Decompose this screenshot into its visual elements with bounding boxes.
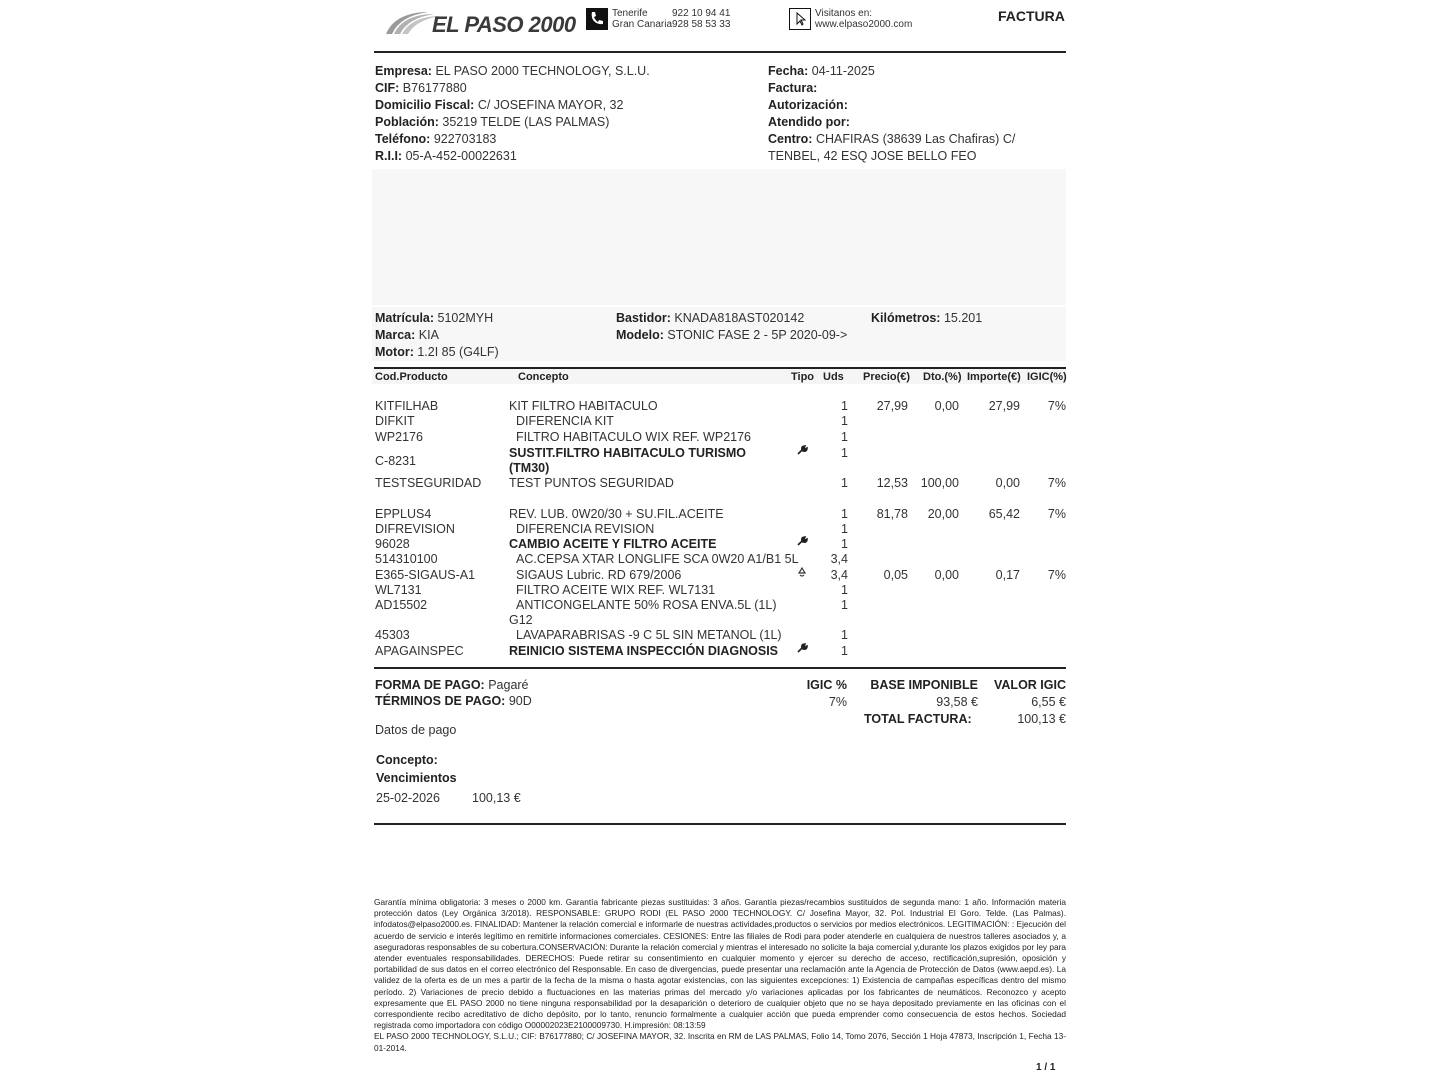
row-precio: 81,78 [876,507,908,521]
row-uds: 1 [841,522,848,536]
row-importe: 65,42 [988,507,1020,521]
row-uds: 1 [841,644,848,658]
row-uds: 1 [841,537,848,551]
row-cod: EPPLUS4 [375,507,432,521]
vehicle-col-3: Kilómetros: 15.201 [871,311,983,325]
row-cod: TESTSEGURIDAD [375,476,482,490]
page-number: 1 / 1 [1036,1062,1056,1073]
row-importe: 27,99 [988,399,1020,413]
total-amount: 100,13 € [1017,712,1066,726]
payment-data-label: Datos de pago [375,723,457,737]
row-precio: 12,53 [876,476,908,490]
row-uds: 1 [841,583,848,597]
row-uds: 1 [841,598,848,612]
company-address: C/ JOSEFINA MAYOR, 32 [477,98,624,112]
row-importe: 0,00 [995,476,1020,490]
row-cod: 514310100 [375,552,438,566]
invoice-date: 04-11-2025 [811,64,875,78]
phone-gc-label: Gran Canaria [612,19,673,30]
totals-base-label: BASE IMPONIBLE [870,678,978,692]
row-cod: DIFKIT [375,414,415,428]
row-concepto: DIFERENCIA REVISION [516,522,655,536]
table-row [0,522,1440,538]
row-concepto-2: G12 [509,613,533,627]
table-row [0,414,1440,430]
row-concepto: SUSTIT.FILTRO HABITACULO TURISMO [509,446,747,460]
row-concepto-2: (TM30) [509,461,550,475]
brand-logo [384,8,576,38]
doc-type-title: FACTURA [998,8,1065,24]
col-tipo: Tipo [791,371,815,383]
brand-name: EL PASO 2000 [432,12,576,37]
row-cod: AD15502 [375,598,428,612]
row-uds: 1 [841,446,848,460]
due-amount: 100,13 € [472,791,521,805]
vehicle-engine: 1.2I 85 (G4LF) [417,345,499,359]
row-uds: 1 [841,628,848,642]
payment-concept-label: Concepto: [376,753,438,767]
company-info: Empresa: EL PASO 2000 TECHNOLOGY, S.L.U. CIF: B76177880 Domicilio Fiscal: C/ JOSEFINA MAYOR, 32 Población: 35219 TELDE (LAS PALMAS) Teléfono: 922703183 R.I.I: 05-A-452-00022631 [375,64,650,163]
phone-tenerife: 922 10 94 41 [672,8,731,19]
row-uds: 1 [841,430,848,444]
row-igic: 7% [1047,507,1066,521]
row-uds: 1 [841,399,848,413]
company-cif: B76177880 [402,81,467,95]
row-importe: 0,17 [995,568,1020,582]
invoice-info: Fecha: 04-11-2025 Factura: Autorización: Atendido por: Centro: CHAFIRAS (38639 Las Chafiras) C/ TENBEL, 42 ESQ JOSE BELLO FEO [768,64,1016,163]
company-city: 35219 TELDE (LAS PALMAS) [442,115,610,129]
row-dto: 20,00 [927,507,959,521]
col-uds: Uds [823,371,844,383]
table-row [0,583,1440,599]
row-igic: 7% [1047,399,1066,413]
table-bottom-divider [374,667,1066,669]
due-date: 25-02-2026 [376,791,440,805]
table-row [0,446,1440,475]
vehicle-vin: KNADA818AST020142 [674,311,805,325]
company-name: EL PASO 2000 TECHNOLOGY, S.L.U. [435,64,650,78]
total-label: TOTAL FACTURA: [864,712,972,726]
col-precio: Precio(€) [863,371,911,383]
table-row [0,507,1440,523]
col-concepto: Concepto [518,371,569,383]
phone-gc: 928 58 53 33 [672,19,731,30]
col-importe: Importe(€) [967,371,1021,383]
col-cod: Cod.Producto [375,371,448,383]
row-dto: 100,00 [920,476,959,490]
row-concepto: LAVAPARABRISAS -9 C 5L SIN METANOL (1L) [516,628,782,642]
row-uds: 1 [841,414,848,428]
row-uds: 1 [841,476,848,490]
row-uds: 3,4 [830,568,848,582]
cursor-icon [789,8,811,30]
row-cod: WL7131 [375,583,422,597]
legal-text [374,897,1066,1054]
footer-divider [374,823,1066,825]
visit-label: Visitanos en: [815,8,873,19]
vehicle-col-1: Matrícula: 5102MYH Marca: KIA Motor: 1.2I 85 (G4LF) [375,311,499,359]
row-igic: 7% [1047,476,1066,490]
vehicle-col-2: Bastidor: KNADA818AST020142 Modelo: STONIC FASE 2 - 5P 2020-09-> [616,311,848,342]
col-dto: Dto.(%) [923,371,962,383]
row-concepto: TEST PUNTOS SEGURIDAD [509,476,674,490]
row-precio: 27,99 [876,399,908,413]
row-uds: 3,4 [830,552,848,566]
row-igic: 7% [1047,568,1066,582]
row-cod: WP2176 [375,430,423,444]
row-dto: 0,00 [934,399,959,413]
row-cod: C-8231 [375,454,416,468]
row-cod: 45303 [375,628,410,642]
table-row [0,552,1440,568]
row-cod: DIFREVISION [375,522,455,536]
vehicle-km: 15.201 [943,311,983,325]
row-concepto: DIFERENCIA KIT [516,414,614,428]
totals-igic-label: IGIC % [806,678,847,692]
vehicle-plate: 5102MYH [437,311,494,325]
table-row [0,598,1440,627]
table-row [0,430,1440,446]
row-concepto: CAMBIO ACEITE Y FILTRO ACEITE [509,537,717,551]
table-row [0,537,1440,553]
row-concepto: FILTRO HABITACULO WIX REF. WP2176 [516,430,751,444]
legal-registry: EL PASO 2000 TECHNOLOGY, S.L.U.; CIF: B76177880; C/ JOSEFINA MAYOR, 32. Inscrita en RM de LAS PALMAS, Folio 14, Tomo 2076, Sección 1 Hoja 47873, Inscripción 1, Fecha 13-01-2014. [374,1031,1066,1053]
row-concepto: REINICIO SISTEMA INSPECCIÓN DIAGNOSIS [509,644,779,658]
row-cod: E365-SIGAUS-A1 [375,568,476,582]
row-uds: 1 [841,507,848,521]
vehicle-make: KIA [418,328,439,342]
row-precio: 0,05 [883,568,908,582]
totals-base: 93,58 € [936,695,978,709]
totals-valor: 6,55 € [1031,695,1066,709]
row-concepto: SIGAUS Lubric. RD 679/2006 [516,568,682,582]
row-concepto: ANTICONGELANTE 50% ROSA ENVA.5L (1L) [516,598,777,612]
due-dates-label: Vencimientos [376,771,457,785]
row-concepto: KIT FILTRO HABITACULO [509,399,658,413]
totals-igic: 7% [828,695,847,709]
table-row [0,399,1440,415]
table-row [0,628,1440,644]
company-phone: 922703183 [433,132,497,146]
payment-method: Pagaré [488,678,529,692]
row-cod: KITFILHAB [375,399,439,413]
row-dto: 0,00 [934,568,959,582]
table-row [0,568,1440,584]
table-row [0,644,1440,660]
redacted-customer-box [372,169,1066,305]
visit-url[interactable]: www.elpaso2000.com [815,19,913,30]
row-concepto: REV. LUB. 0W20/30 + SU.FIL.ACEITE [509,507,724,521]
payment-info: FORMA DE PAGO: Pagaré TÉRMINOS DE PAGO: 90D [375,678,532,708]
row-cod: APAGAINSPEC [375,644,464,658]
row-concepto: AC.CEPSA XTAR LONGLIFE SCA 0W20 A1/B1 5L [516,552,799,566]
company-rii: 05-A-452-00022631 [405,149,517,163]
row-concepto: FILTRO ACEITE WIX REF. WL7131 [516,583,716,597]
totals-valor-label: VALOR IGIC [994,678,1066,692]
row-cod: 96028 [375,537,410,551]
invoice-centro: CHAFIRAS (38639 Las Chafiras) C/ [815,132,1016,146]
phone-icon [586,8,608,30]
table-row [0,476,1440,492]
header-divider [374,51,1066,53]
vehicle-model: STONIC FASE 2 - 5P 2020-09-> [667,328,848,342]
payment-terms: 90D [508,694,532,708]
phone-tenerife-label: Tenerife [612,8,648,19]
col-igic: IGIC(%) [1027,371,1067,383]
legal-conditions: Garantía mínima obligatoria: 3 meses o 2000 km. Garantía fabricante piezas sustituidas: 3 años. Garantía piezas/recambios sustituidos de segunda mano: 1 año. Información materia protección datos (Ley Orgánica 3/2018). RESPONSABLE: GRUPO RODI (EL PASO 2000 TECHNOLOGY. C/ Josefina Mayor, 32. Pol. Industrial El Goro. Telde. (Las Palmas). infodatos@elpaso2000.es. FINALIDAD: Mantener la relación comercial e informarle de nuestras actividades,productos o servicios por medios electrónicos. LEGITIMACIÓN: : Ejecución del acuerdo de servicio e interés legítimo en remitirle informaciones comerciales. CESIONES: Entre las filiales de Rodi para poder atenderle en cualquiera de nuestros talleres asociados y, a aseguradoras responsables de su cobertura.CONSERVACIÓN: Durante la relación comercial y mientras el interesado no solicite la baja comercial y,durante los plazos exigidos por ley para atender eventuales responsabilidades. DERECHOS: Puede retirar su consentimiento en cualquier momento y ejercer su derecho de acceso, rectificación,supresión, oposición y portabilidad de sus datos en el correo electrónico del Responsable. En caso de divergencias, puede presentar una reclamación ante la Agencia de Protección de Datos (www.aepd.es). La validez de la oferta es de un mes a partir de la fecha de la misma o hasta agotar existencias, con las siguientes excepciones: 1) Existencia de campañas específicas dentro del mismo período. 2) Variaciones de precio debido a fluctuaciones en las materias primas del mercado y/o variaciones aplicadas por los fabricantes de neumáticos. Reconozco y acepto expresamente que EL PASO 2000 no tiene ninguna responsabilidad por la desaparición o deterioro de cualquier objeto que no se haya depositado previamente en las oficinas con el correspondiente recibo acreditativo de dicho depósito, por lo tanto, renuncio formalmente a cualquier acción que pueda emprender como consecuencia de estos hechos. Sociedad registrada como importadora con código O00002023E2100009730. H.impresión: 08:13:59 [374,897,1066,1031]
